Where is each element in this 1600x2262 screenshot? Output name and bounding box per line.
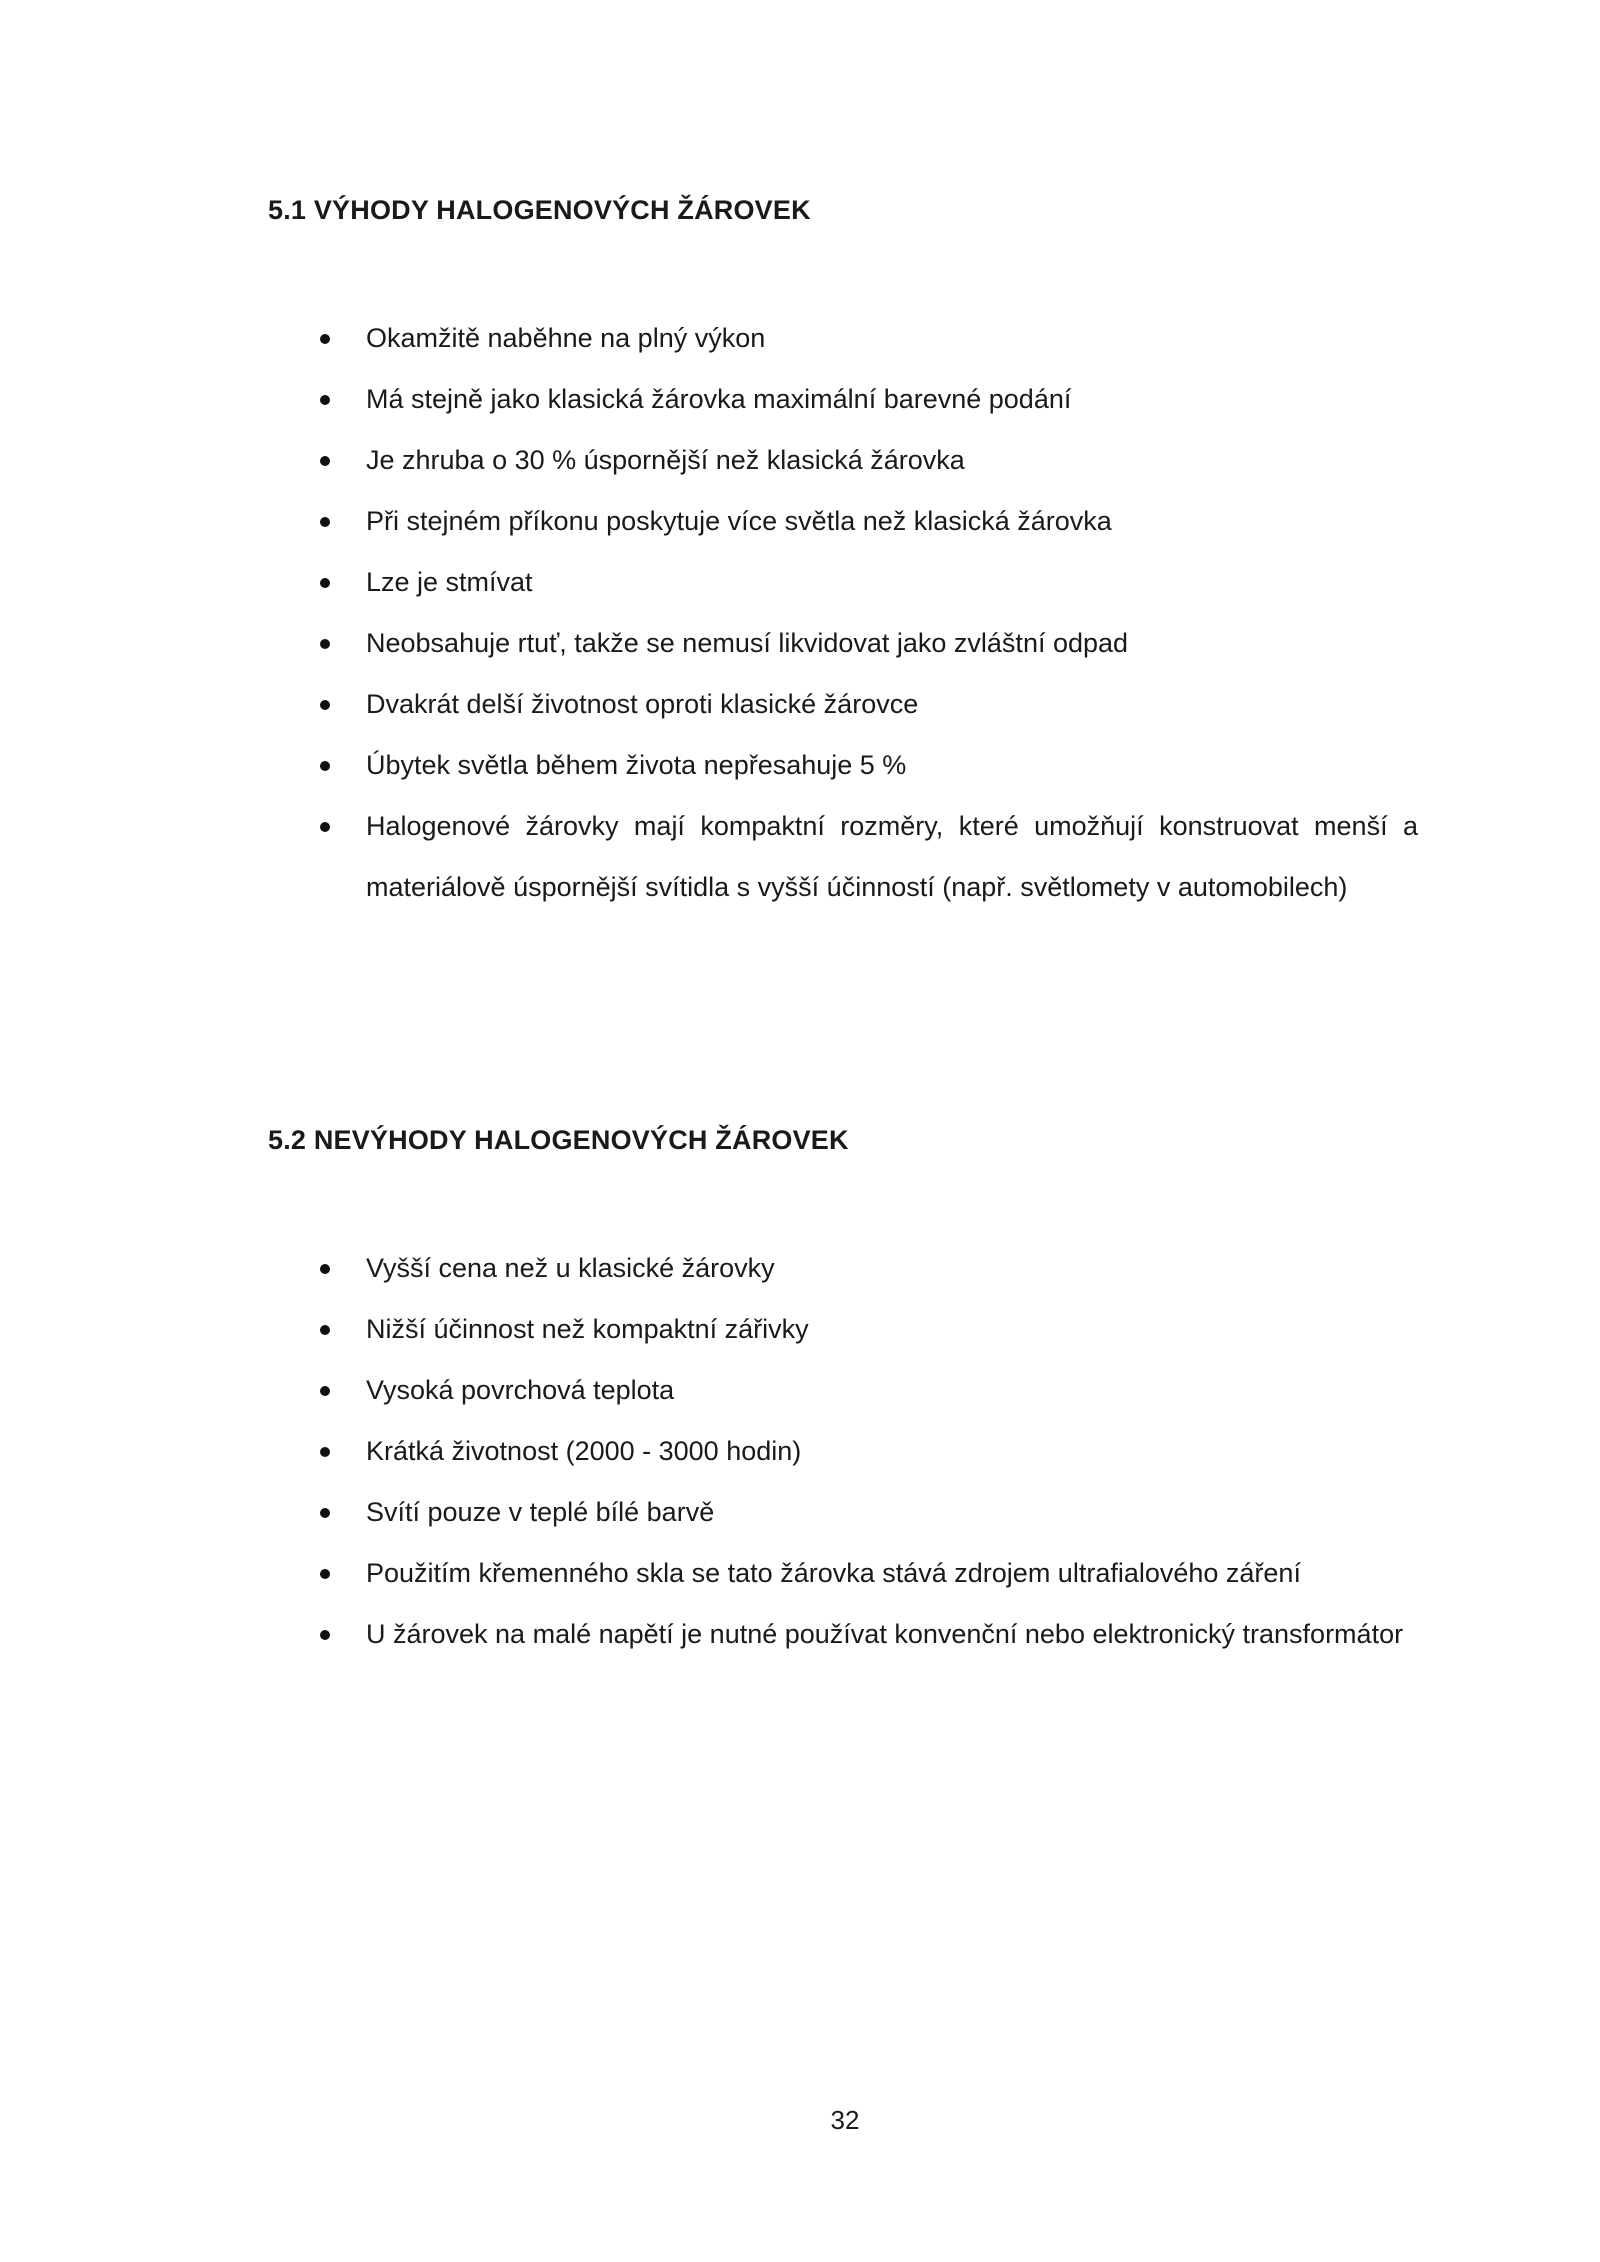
bullet-icon [320, 395, 330, 405]
section-advantages [268, 190, 1418, 918]
bullet-icon [320, 1386, 330, 1396]
list-item-text: Lze je stmívat [366, 567, 533, 597]
list-item-text: Svítí pouze v teplé bílé barvě [366, 1497, 715, 1527]
list-item [268, 430, 1418, 491]
bullet-icon [320, 578, 330, 588]
section-heading: 5.2 NEVÝHODY HALOGENOVÝCH ŽÁROVEK [268, 1125, 849, 1155]
list-item [268, 1482, 1418, 1543]
list-item [268, 674, 1418, 735]
list-item-text: Úbytek světla během života nepřesahuje 5 % [366, 750, 907, 780]
bullet-icon [320, 700, 330, 710]
list-item [268, 1299, 1418, 1360]
list-item-text: Při stejném příkonu poskytuje více světla než klasická žárovka [366, 506, 1112, 536]
bullet-icon [320, 1447, 330, 1457]
list-item-text: Nižší účinnost než kompaktní zářivky [366, 1314, 809, 1344]
list-item-text: Halogenové žárovky mají kompaktní rozměry, které umožňují konstruovat menší a materiálově úspornější svítidla s vyšší účinností (např. světlomety v automobilech) [366, 811, 1418, 902]
section-disadvantages [268, 1120, 1418, 1665]
list-item [268, 613, 1418, 674]
list-item [268, 1360, 1418, 1421]
list-item [268, 1604, 1418, 1665]
list-item-text: Vyšší cena než u klasické žárovky [366, 1253, 775, 1283]
list-item-text: U žárovek na malé napětí je nutné používat konvenční nebo elektronický transformátor [366, 1619, 1404, 1649]
list-item [268, 491, 1418, 552]
bullet-icon [320, 1508, 330, 1518]
list-item [268, 796, 1418, 918]
list-item-text: Má stejně jako klasická žárovka maximální barevné podání [366, 384, 1072, 414]
bullet-icon [320, 517, 330, 527]
list-item-text: Krátká životnost (2000 - 3000 hodin) [366, 1436, 802, 1466]
disadvantages-list [268, 1238, 1418, 1665]
list-item-text: Použitím křemenného skla se tato žárovka stává zdrojem ultrafialového záření [366, 1558, 1301, 1588]
list-item [268, 1421, 1418, 1482]
bullet-icon [320, 1630, 330, 1640]
list-item [268, 308, 1418, 369]
page-number: 32 [830, 2105, 860, 2135]
bullet-icon [320, 761, 330, 771]
list-item-text: Okamžitě naběhne na plný výkon [366, 323, 766, 353]
bullet-icon [320, 456, 330, 466]
list-item [268, 735, 1418, 796]
section-heading: 5.1 VÝHODY HALOGENOVÝCH ŽÁROVEK [268, 195, 811, 225]
list-item-text: Je zhruba o 30 % úspornější než klasická žárovka [366, 445, 965, 475]
bullet-icon [320, 822, 330, 832]
list-item-text: Neobsahuje rtuť, takže se nemusí likvidovat jako zvláštní odpad [366, 628, 1129, 658]
list-item-text: Dvakrát delší životnost oproti klasické žárovce [366, 689, 919, 719]
bullet-icon [320, 334, 330, 344]
list-item [268, 1543, 1418, 1604]
list-item [268, 552, 1418, 613]
bullet-icon [320, 1325, 330, 1335]
list-item [268, 369, 1418, 430]
list-item-text: Vysoká povrchová teplota [366, 1375, 675, 1405]
bullet-icon [320, 639, 330, 649]
bullet-icon [320, 1264, 330, 1274]
list-item [268, 1238, 1418, 1299]
advantages-list [268, 308, 1418, 918]
bullet-icon [320, 1569, 330, 1579]
